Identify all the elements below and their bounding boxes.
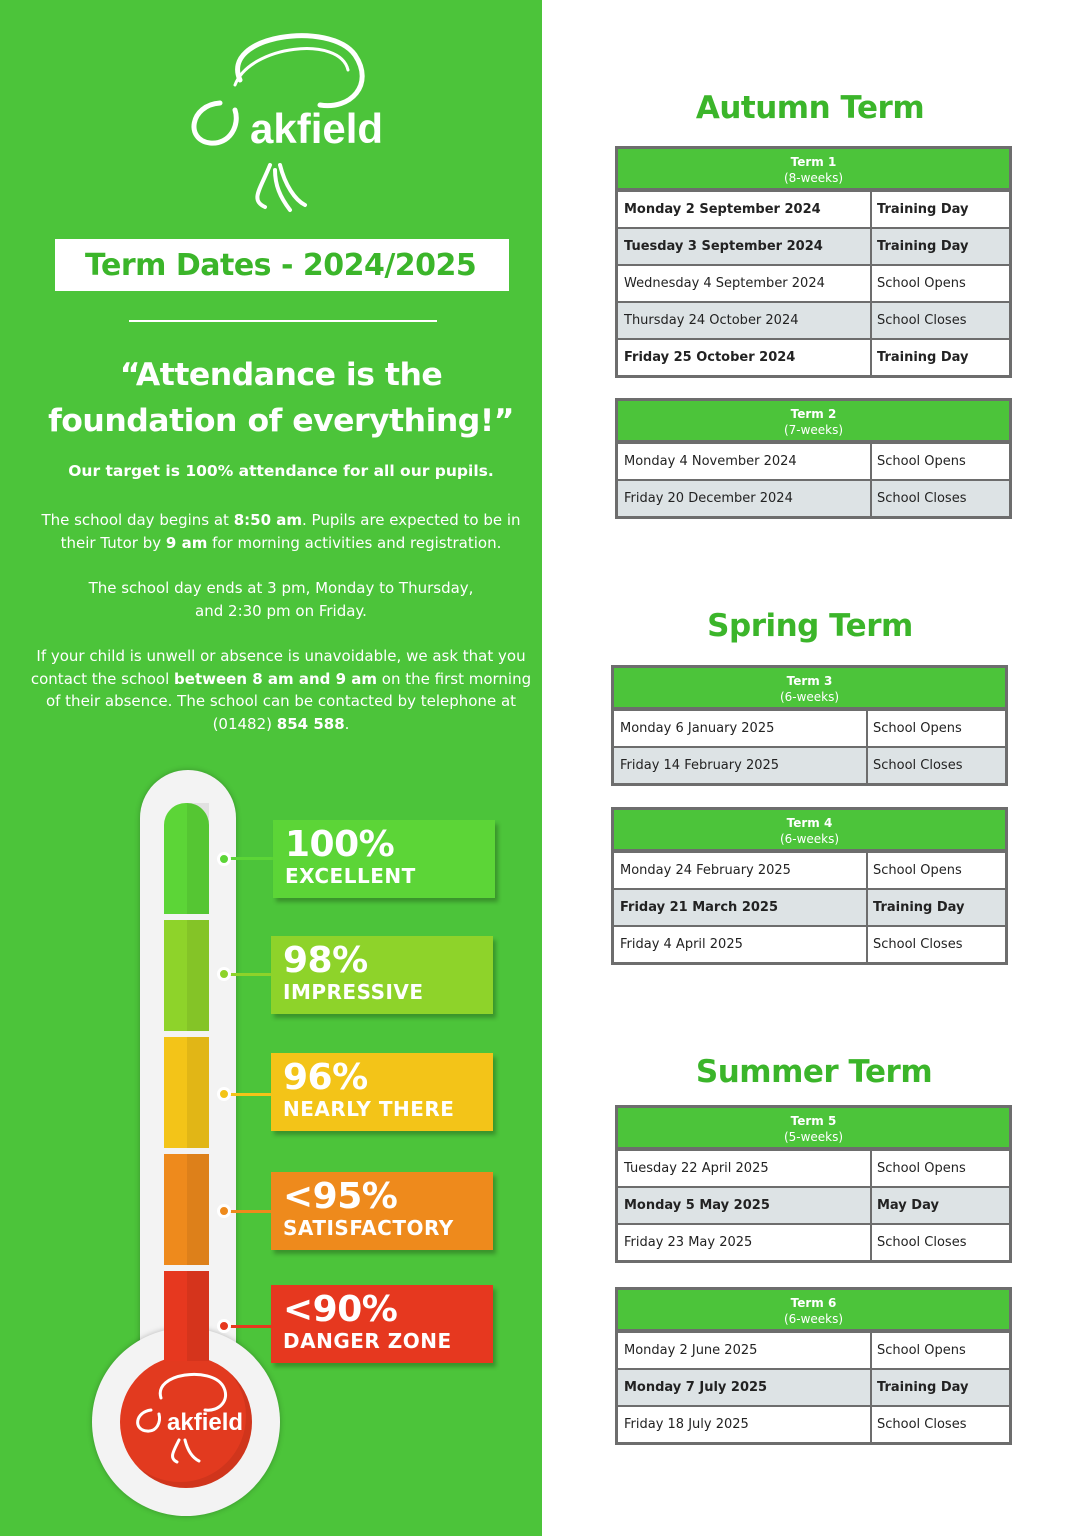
logo-small-text: akfield <box>167 1409 243 1436</box>
table-row: Monday 4 November 2024 School Opens <box>618 442 1009 479</box>
term-header: Term 6 (6-weeks) <box>618 1290 1009 1331</box>
quote: “Attendance is the foundation of everything!” <box>48 357 514 439</box>
level-nearly-there: 96% NEARLY THERE <box>271 1053 493 1131</box>
connector <box>224 1093 272 1096</box>
term-header: Term 2 (7-weeks) <box>618 401 1009 442</box>
autumn-term-title: Autumn Term <box>695 90 925 126</box>
table-row: Monday 2 September 2024 Training Day <box>618 190 1009 227</box>
connector-dot <box>217 1204 231 1218</box>
school-day-end-text: The school day ends at 3 pm, Monday to Thursday, and 2:30 pm on Friday. <box>88 579 474 620</box>
table-row: Wednesday 4 September 2024 School Opens <box>618 264 1009 301</box>
term-header: Term 4 (6-weeks) <box>614 810 1005 851</box>
term-header: Term 5 (5-weeks) <box>618 1108 1009 1149</box>
table-row: Friday 23 May 2025 School Closes <box>618 1223 1009 1260</box>
table-row: Monday 2 June 2025 School Opens <box>618 1331 1009 1368</box>
summer-term-title: Summer Term <box>695 1054 933 1090</box>
table-row: Tuesday 22 April 2025 School Opens <box>618 1149 1009 1186</box>
term-6-table <box>615 1287 1012 1445</box>
thermo-segment-danger <box>164 1271 209 1361</box>
table-row: Monday 24 February 2025 School Opens <box>614 851 1005 888</box>
table-row: Friday 4 April 2025 School Closes <box>614 925 1005 962</box>
table-row: Friday 14 February 2025 School Closes <box>614 746 1005 783</box>
table-row: Monday 7 July 2025 Training Day <box>618 1368 1009 1405</box>
spring-term-title: Spring Term <box>707 608 913 644</box>
table-row: Tuesday 3 September 2024 Training Day <box>618 227 1009 264</box>
term-3-table <box>611 665 1008 786</box>
connector-dot <box>217 852 231 866</box>
thermo-segment-nearly-there <box>164 1037 209 1148</box>
table-row: Friday 21 March 2025 Training Day <box>614 888 1005 925</box>
level-satisfactory: <95% SATISFACTORY <box>271 1172 493 1250</box>
thermo-segment-impressive <box>164 920 209 1031</box>
term-header: Term 1 (8-weeks) <box>618 149 1009 190</box>
table-row: Monday 5 May 2025 May Day <box>618 1186 1009 1223</box>
oakfield-logo-small <box>131 1368 243 1466</box>
absence-contact-text: If your child is unwell or absence is unavoidable, we ask that you contact the school between 8 am and 9 am on the first morning of their absence. The school can be contacted by telephone at (01482) 854 588. <box>30 647 532 733</box>
level-impressive: 98% IMPRESSIVE <box>271 936 493 1014</box>
term-4-table <box>611 807 1008 965</box>
connector <box>224 1325 272 1328</box>
table-row: Monday 6 January 2025 School Opens <box>614 709 1005 746</box>
table-row: Friday 18 July 2025 School Closes <box>618 1405 1009 1442</box>
divider <box>129 320 437 322</box>
logo-text: akfield <box>250 105 384 152</box>
term-2-table <box>615 398 1012 519</box>
connector-dot <box>217 1319 231 1333</box>
table-row: Friday 20 December 2024 School Closes <box>618 479 1009 516</box>
connector <box>224 973 272 976</box>
term-header: Term 3 (6-weeks) <box>614 668 1005 709</box>
oakfield-logo <box>180 25 390 215</box>
connector-dot <box>217 1087 231 1101</box>
title-box <box>55 239 509 291</box>
thermo-segment-excellent <box>164 803 209 914</box>
term-1-table <box>615 146 1012 378</box>
table-row: Friday 25 October 2024 Training Day <box>618 338 1009 375</box>
connector <box>224 857 274 860</box>
school-day-start-text: The school day begins at 8:50 am. Pupils are expected to be in their Tutor by 9 am for morning activities and registration. <box>41 511 521 552</box>
target-statement: Our target is 100% attendance for all our pupils. <box>68 462 494 480</box>
table-row: Thursday 24 October 2024 School Closes <box>618 301 1009 338</box>
term-5-table <box>615 1105 1012 1263</box>
level-excellent: 100% EXCELLENT <box>273 820 495 898</box>
connector <box>224 1210 272 1213</box>
thermo-segment-satisfactory <box>164 1154 209 1265</box>
connector-dot <box>217 967 231 981</box>
level-danger-zone: <90% DANGER ZONE <box>271 1285 493 1363</box>
page-title: Term Dates - 2024/2025 <box>85 247 477 283</box>
